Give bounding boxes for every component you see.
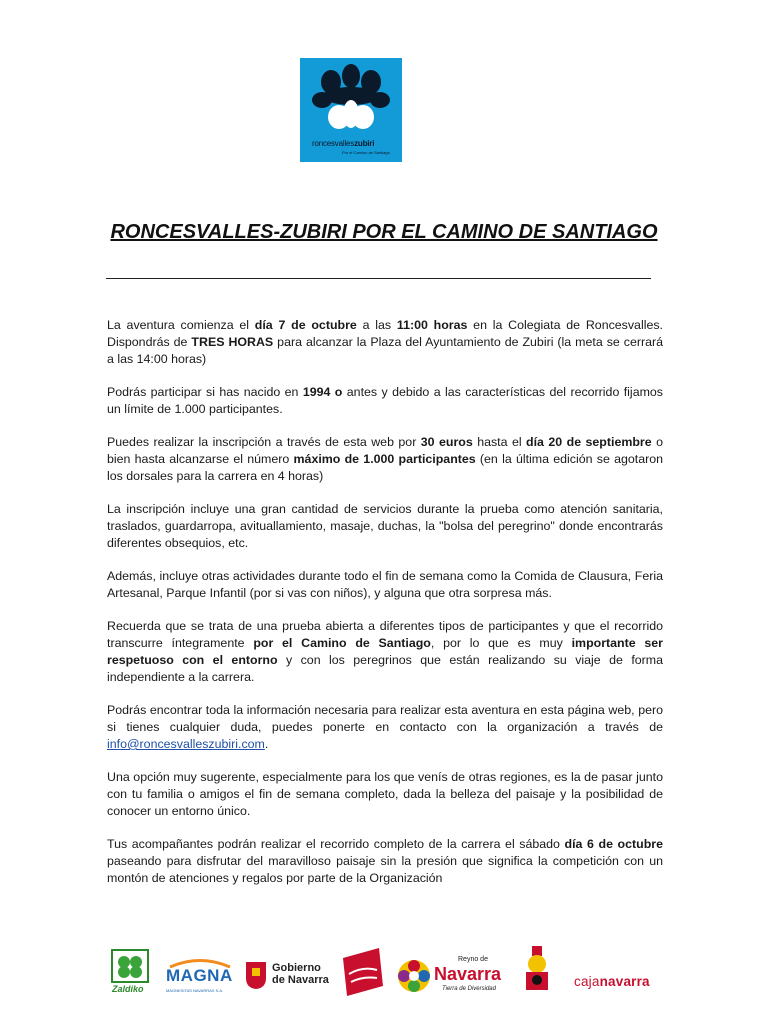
contact-email-link[interactable]: info@roncesvalleszubiri.com (107, 737, 265, 751)
navarra-label: Navarra (434, 964, 502, 984)
caja-navarra-logo: cajanavarra (574, 974, 650, 989)
gobierno-navarra-logo (244, 958, 334, 998)
body-text-segment: La inscripción incluye una gran cantidad de servicios durante la prueba como atención sanitaria, traslados, guardarropa, avituallamiento, masaje, duchas, la "bolsa del peregrino" donde encontrarás diferentes obsequios, etc. (107, 502, 663, 550)
document-body (107, 317, 663, 903)
paragraph-7 (107, 702, 663, 753)
bold-text: 11:00 horas (396, 318, 468, 332)
body-text-segment: hasta el (472, 435, 527, 449)
reyno-gourmet-badge (339, 946, 385, 998)
kursaal-logo (516, 946, 560, 1000)
bold-text: día 20 de septiembre (526, 435, 652, 449)
bold-text: día 7 de octubre (254, 318, 357, 332)
paragraph-6 (107, 618, 663, 686)
paragraph-2 (107, 384, 663, 418)
body-text-segment: en la Colegiata de Roncesvalles. Dispondrás de (107, 318, 663, 349)
title-divider (106, 278, 651, 279)
shield-icon (244, 958, 268, 990)
magna-label: MAGNA (166, 966, 233, 985)
bold-text: máximo de 1.000 participantes (293, 452, 476, 466)
bold-text: 1994 o (302, 385, 343, 399)
paragraph-5 (107, 568, 663, 602)
body-text-segment: a las (356, 318, 397, 332)
navarra-top-label: Reyno de (458, 956, 488, 963)
mascot-icon (522, 946, 552, 992)
bold-text: por el Camino de Santiago (253, 636, 431, 650)
magna-sublabel: MAGNESITAS NAVARRAS S.A. (166, 988, 224, 993)
document-title: RONCESVALLES-ZUBIRI POR EL CAMINO DE SANTIAGO (110, 221, 658, 243)
bold-text: importante ser respetuoso con el entorno (107, 636, 663, 667)
zaldiko-label: Zaldiko (112, 984, 144, 994)
body-text-segment: Podrás participar si has nacido en (107, 385, 303, 399)
body-text-segment: antes y debido a las características del recorrido fijamos un límite de 1.000 participantes. (107, 385, 663, 416)
body-text-segment: (en la última edición se agotaron los dorsales para la carrera en 4 horas) (107, 452, 663, 483)
magna-logo (166, 958, 236, 998)
event-logo (300, 58, 402, 162)
gobierno-label: Gobierno de Navarra (272, 962, 329, 986)
body-text-segment: para alcanzar la Plaza del Ayuntamiento de Zubiri (la meta se cerrará a las 14:00 horas) (107, 335, 664, 366)
body-text-segment: Puedes realizar la inscripción a través de esta web por (107, 435, 421, 449)
body-text-segment: Podrás encontrar toda la información necesaria para realizar esta aventura en esta página web, pero si tienes cualquier duda, puedes ponerte en contacto con la organización a través de (107, 703, 663, 734)
body-text-segment: y con los peregrinos que están realizando su viaje de forma independiente a la carrera. (107, 653, 664, 684)
reyno-navarra-logo (396, 958, 506, 998)
paragraph-8 (107, 769, 663, 820)
paragraph-4 (107, 501, 663, 552)
body-text-segment: Tus acompañantes podrán realizar el recorrido completo de la carrera el sábado (107, 837, 565, 851)
reyno-gourmet-logo (339, 946, 385, 1000)
bold-text: día 6 de octubre (564, 837, 663, 851)
body-text-segment: , por lo que es muy (430, 636, 572, 650)
body-text-segment: Una opción muy sugerente, especialmente para los que venís de otras regiones, es la de pasar junto con tu familia o amigos el fin de semana completo, dada la belleza del paisaje y la posibilidad de conocer un entorno único. (107, 770, 663, 818)
logo-tagline: Por el Camino de Santiago (342, 150, 390, 155)
sponsor-bar (106, 944, 666, 1004)
paragraph-1 (107, 317, 663, 368)
bold-text: TRES HORAS (191, 335, 274, 349)
paragraph-3 (107, 434, 663, 485)
body-text-segment: o bien hasta alcanzarse el número (107, 435, 663, 466)
flower-badge-icon (396, 958, 432, 994)
body-text-segment: paseando para disfrutar del maravilloso paisaje sin la presión que significa la competición con un montón de atenciones y regalos por parte de la Organización (107, 854, 663, 885)
bold-text: 30 euros (420, 435, 473, 449)
body-text-segment: Además, incluye otras actividades durante todo el fin de semana como la Comida de Clausura, Feria Artesanal, Parque Infantil (por si vas con niños), y alguna que otra sorpresa más. (107, 569, 663, 600)
clover-icon (110, 948, 150, 984)
paragraph-9 (107, 836, 663, 887)
logo-wordmark: roncesvalleszubiri (312, 139, 375, 148)
flower-icon (309, 62, 393, 138)
body-text-segment: La aventura comienza el (107, 318, 255, 332)
navarra-tagline: Tierra de Diversidad (442, 986, 496, 992)
body-text-segment: . (264, 737, 269, 751)
zaldiko-logo (110, 948, 154, 998)
body-text-segment: Recuerda que se trata de una prueba abierta a diferentes tipos de participantes y que el recorrido transcurre íntegramente (107, 619, 663, 650)
